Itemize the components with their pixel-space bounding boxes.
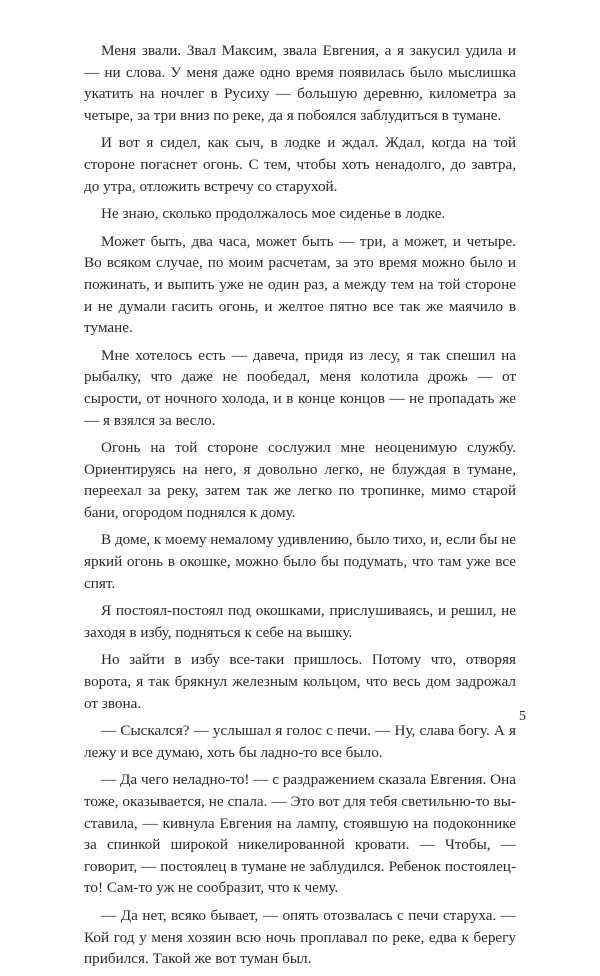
paragraph: Я постоял-постоял под окошками, прислушиваясь, и решил, не заходя в избу, подняться к себе на вышку. [84, 602, 516, 641]
paragraph: Не знаю, сколько продолжалось мое сиденье в лодке. [101, 205, 446, 223]
paragraph: Мне хотелось есть — давеча, придя из лесу, я так спешил на рыбалку, что даже не пообедал, меня колотила дрожь — от сырости, от ночного холода, и в конце концов — не пропадать же — я взялся за весло. [84, 346, 516, 429]
paragraph: Огонь на той стороне сослужил мне неоценимую службу. Ориентируясь на него, я довольно легко, не блуждая в тумане, переехал за реку, затем так же легко по тропинке, мимо старой бани, огородом поднялся к дому. [84, 439, 516, 521]
paragraph: — Да нет, всяко бывает, — опять отозвалась с печи старуха. — Кой год у меня хозяин всю ночь проплавал по реке, едва к берегу прибился. Такой же вот туман был. [84, 906, 516, 968]
paragraph: Но зайти в избу все-таки пришлось. Потому что, отворяя ворота, я так брякнул железным кольцом, что весь дом задрожал от звона. [84, 651, 516, 712]
paragraph: И вот я сидел, как сыч, в лодке и ждал. Ждал, когда на той стороне погаснет огонь. С тем, чтобы хоть ненадолго, до завтра, до утра, отложить встречу со старухой. [84, 134, 516, 195]
body-text [84, 40, 516, 976]
paragraph: — Да чего неладно-то! — с раздражением сказала Евгения. Она тоже, оказывается, не спала. — Это вот для тебя светильню-то выставила, — кивнула Евгения на лампу, стоявшую на подоконнике за спинкой широкой никелированной кровати. — Чтобы, — говорит, — постоялец в тумане не заблудился. Ребенок постоялец-то! Сам-то уж не сообразит, что к чему. [84, 771, 516, 897]
page-number: 5 [519, 709, 526, 724]
paragraph: Меня звали. Звал Максим, звала Евгения, а я закусил удила и — ни слова. У меня даже одно время появилась было мыслишка укатить на ночлег в Русиху — большую деревню, километра за четыре, за три вниз по реке, да я побоялся заблудиться в тумане. [84, 42, 516, 124]
paragraph: В доме, к моему немалому удивлению, было тихо, и, если бы не яркий огонь в окошке, можно было бы подумать, что там уже все спят. [84, 531, 516, 592]
paragraph: — Сыскался? — услышал я голос с печи. — Ну, слава богу. А я лежу и все думаю, хоть бы ладно-то все было. [84, 722, 516, 761]
paragraph: Может быть, два часа, может быть — три, а может, и четыре. Во всяком случае, по моим расчетам, за это время можно было и пожинать, и выпить уже не один раз, а между тем на той стороне и не думали гасить огонь, и желтое пятно все так же маячило в тумане. [84, 232, 516, 337]
